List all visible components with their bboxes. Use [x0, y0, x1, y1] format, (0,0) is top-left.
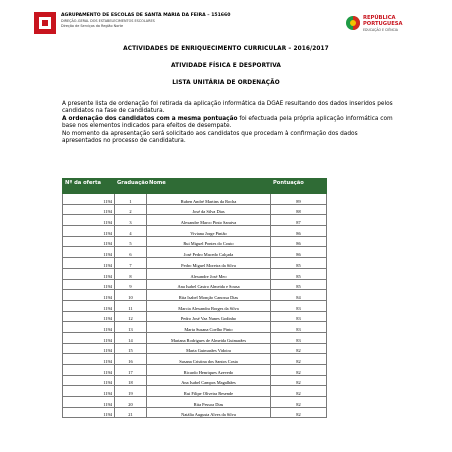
cell-oferta: 1194 — [63, 365, 115, 376]
intro-line-3: No momento da apresentação será solicitado aos candidatos que procedam à confirmação dos dados apresentados no processo de candidatura. — [62, 130, 358, 145]
intro-line-2 — [62, 116, 394, 131]
cell-graduacao: 9 — [115, 279, 147, 290]
cell-nome: Susana Cristina dos Santos Costa — [147, 354, 271, 365]
cell-oferta: 1194 — [63, 354, 115, 365]
cell-oferta: 1194 — [63, 397, 115, 408]
header-oferta: Nº da oferta — [63, 179, 115, 194]
cell-oferta: 1194 — [63, 322, 115, 333]
cell-nome: Marcia Alexandra Borges da Silva — [147, 300, 271, 311]
cell-graduacao: 5 — [115, 236, 147, 247]
school-logo — [34, 12, 56, 34]
cell-nome: José Pedro Macedo Calçada — [147, 247, 271, 258]
cell-oferta: 1194 — [63, 268, 115, 279]
intro-line-1: A presente lista de ordenação foi retirada da aplicação informática da DGAE resultando dos dados inseridos pelos candidatos na fase de candidatura. — [62, 101, 393, 115]
cell-oferta: 1194 — [63, 332, 115, 343]
cell-pontuacao: 82 — [271, 343, 327, 354]
header-pontuacao: Pontuação — [271, 179, 327, 194]
table-row — [63, 343, 327, 354]
table-row — [63, 407, 327, 418]
cell-pontuacao: 89 — [271, 194, 327, 205]
table-row — [63, 322, 327, 333]
cell-nome: Natália Augusta Alves da Silva — [147, 407, 271, 418]
school-subtitle-line-2: Direção de Serviços da Região Norte — [61, 24, 124, 28]
cell-pontuacao: 86 — [271, 247, 327, 258]
cell-nome: Pedro Miguel Moreira da Silva — [147, 258, 271, 269]
table-row — [63, 311, 327, 322]
cell-graduacao: 17 — [115, 365, 147, 376]
intro-line-2-rest: foi efectuada pela própria aplicação informática com base nos elementos indicados para efeitos de desempate. — [62, 115, 393, 130]
cell-graduacao: 13 — [115, 322, 147, 333]
header-nome: Nome — [147, 179, 271, 194]
cell-nome: Alexandre Marco Pinto Saraiva — [147, 215, 271, 226]
cell-graduacao: 19 — [115, 386, 147, 397]
cell-graduacao: 21 — [115, 407, 147, 418]
cell-graduacao: 8 — [115, 268, 147, 279]
cell-graduacao: 15 — [115, 343, 147, 354]
cell-oferta: 1194 — [63, 343, 115, 354]
cell-graduacao: 7 — [115, 258, 147, 269]
school-subtitle-line-1: DIREÇÃO-GERAL DOS ESTABELECIMENTOS ESCOLARES — [61, 19, 155, 23]
cell-pontuacao: 82 — [271, 386, 327, 397]
cell-nome: Rita Pessoa Dias — [147, 397, 271, 408]
cell-pontuacao: 84 — [271, 290, 327, 301]
list-title: LISTA UNITÁRIA DE ORDENAÇÃO — [172, 80, 280, 86]
activity-title: ATIVIDADE FÍSICA E DESPORTIVA — [171, 63, 281, 69]
cell-oferta: 1194 — [63, 226, 115, 237]
table-row — [63, 215, 327, 226]
republic-line-3: EDUCAÇÃO E CIÊNCIA — [363, 28, 398, 32]
cell-oferta: 1194 — [63, 311, 115, 322]
cell-graduacao: 2 — [115, 204, 147, 215]
cell-pontuacao: 86 — [271, 226, 327, 237]
republic-line-2: PORTUGUESA — [363, 21, 403, 27]
cell-pontuacao: 82 — [271, 407, 327, 418]
cell-pontuacao: 83 — [271, 311, 327, 322]
intro-line-2-bold: A ordenação dos candidatos com a mesma pontuação — [62, 115, 238, 122]
cell-graduacao: 18 — [115, 375, 147, 386]
cell-oferta: 1194 — [63, 375, 115, 386]
table-row — [63, 397, 327, 408]
cell-pontuacao: 83 — [271, 300, 327, 311]
cell-graduacao: 3 — [115, 215, 147, 226]
cell-oferta: 1194 — [63, 258, 115, 269]
cell-graduacao: 11 — [115, 300, 147, 311]
cell-pontuacao: 85 — [271, 268, 327, 279]
cell-nome: Ana Isabel Castro Almeida e Sousa — [147, 279, 271, 290]
cell-nome: Alexandre José Meo — [147, 268, 271, 279]
cell-pontuacao: 83 — [271, 322, 327, 333]
cell-nome: Rui Filipe Oliveira Resende — [147, 386, 271, 397]
cell-pontuacao: 82 — [271, 375, 327, 386]
table-row — [63, 386, 327, 397]
document-header — [34, 12, 418, 38]
cell-graduacao: 6 — [115, 247, 147, 258]
cell-graduacao: 4 — [115, 226, 147, 237]
cell-pontuacao: 85 — [271, 279, 327, 290]
cell-oferta: 1194 — [63, 279, 115, 290]
cell-nome: Rita Isabel Monção Canossa Dias — [147, 290, 271, 301]
cell-graduacao: 16 — [115, 354, 147, 365]
cell-oferta: 1194 — [63, 215, 115, 226]
table-row — [63, 354, 327, 365]
cell-pontuacao: 86 — [271, 236, 327, 247]
table-row — [63, 194, 327, 205]
cell-nome: Ricardo Henriques Azevedo — [147, 365, 271, 376]
cell-pontuacao: 85 — [271, 258, 327, 269]
cell-nome: Rui Miguel Pontes do Couto — [147, 236, 271, 247]
cell-nome: Viviana Jorge Pintão — [147, 226, 271, 237]
republic-emblem-icon — [346, 16, 360, 30]
cell-graduacao: 20 — [115, 397, 147, 408]
republic-logo — [346, 14, 418, 36]
table-row — [63, 375, 327, 386]
cell-pontuacao: 82 — [271, 354, 327, 365]
cell-graduacao: 1 — [115, 194, 147, 205]
school-name: AGRUPAMENTO DE ESCOLAS DE SANTA MARIA DA FEIRA – 151660 — [61, 13, 231, 18]
cell-pontuacao: 87 — [271, 215, 327, 226]
header-graduacao: Graduação — [115, 179, 147, 194]
table-row — [63, 268, 327, 279]
cell-graduacao: 14 — [115, 332, 147, 343]
table-row — [63, 332, 327, 343]
cell-pontuacao: 82 — [271, 397, 327, 408]
table-header-row — [63, 179, 327, 194]
document-title: ACTIVIDADES DE ENRIQUECIMENTO CURRICULAR – 2016/2017 — [123, 46, 329, 52]
cell-pontuacao: 88 — [271, 204, 327, 215]
table-row — [63, 365, 327, 376]
table-row — [63, 279, 327, 290]
cell-oferta: 1194 — [63, 300, 115, 311]
cell-oferta: 1194 — [63, 290, 115, 301]
table-row — [63, 300, 327, 311]
table-row — [63, 226, 327, 237]
cell-pontuacao: 83 — [271, 332, 327, 343]
cell-nome: Marta Guimarães Vidoira — [147, 343, 271, 354]
table-row — [63, 247, 327, 258]
cell-oferta: 1194 — [63, 407, 115, 418]
cell-pontuacao: 82 — [271, 365, 327, 376]
cell-nome: Ruben André Martins da Rocha — [147, 194, 271, 205]
cell-nome: Pedro José Vaz Nunes Godinho — [147, 311, 271, 322]
cell-oferta: 1194 — [63, 204, 115, 215]
cell-nome: Marta Susana Coelho Pinto — [147, 322, 271, 333]
republic-line-1: REPÚBLICA — [363, 15, 396, 21]
cell-nome: Ana Isabel Campos Magalhães — [147, 375, 271, 386]
table-row — [63, 204, 327, 215]
cell-graduacao: 10 — [115, 290, 147, 301]
table-row — [63, 290, 327, 301]
cell-oferta: 1194 — [63, 247, 115, 258]
cell-oferta: 1194 — [63, 386, 115, 397]
table-row — [63, 258, 327, 269]
school-subtitle — [61, 19, 155, 29]
cell-graduacao: 12 — [115, 311, 147, 322]
cell-oferta: 1194 — [63, 194, 115, 205]
cell-nome: José da Silva Dias — [147, 204, 271, 215]
cell-oferta: 1194 — [63, 236, 115, 247]
cell-nome: Mariana Rodrigues de Almeida Guimarães — [147, 332, 271, 343]
intro-paragraph — [62, 101, 394, 145]
table-row — [63, 236, 327, 247]
ranking-table — [62, 178, 327, 418]
